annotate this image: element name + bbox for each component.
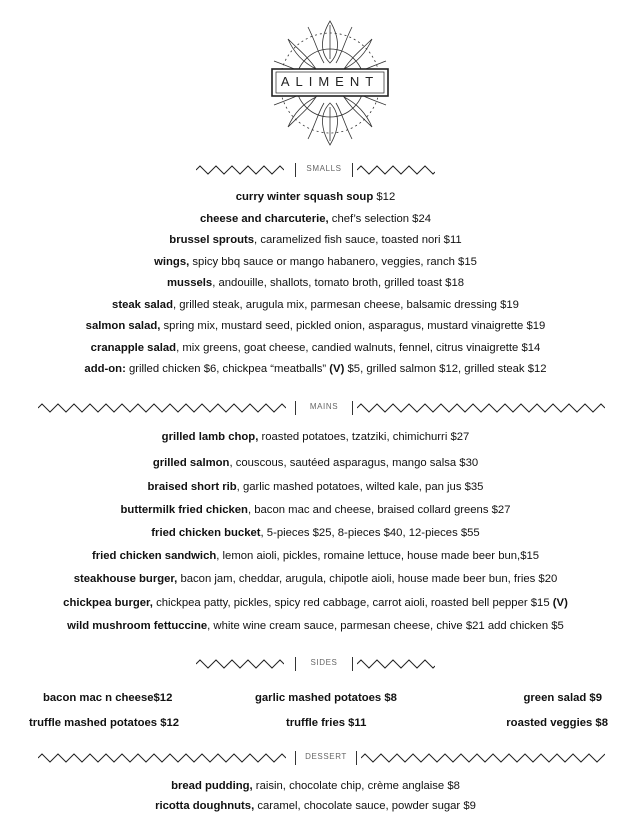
- menu-item: salmon salad, spring mix, mustard seed, pickled onion, asparagus, mustard vinaigrette $19: [85, 320, 546, 332]
- menu-item: curry winter squash soup $12: [235, 191, 396, 203]
- section-label-mains: MAINS: [309, 402, 339, 411]
- aliment-logo: [268, 16, 392, 150]
- wave-right-ornament: [357, 402, 605, 414]
- menu-item: steak salad, grilled steak, arugula mix, parmesan cheese, balsamic dressing $19: [112, 299, 519, 311]
- menu-item: buttermilk fried chicken, bacon mac and cheese, braised collard greens $27: [120, 504, 511, 516]
- dessert-divider: [0, 749, 631, 769]
- menu-item: fried chicken sandwich, lemon aioli, pickles, romaine lettuce, house made beer bun,$15: [91, 550, 540, 562]
- mains-divider: [0, 399, 631, 419]
- menu-item: grilled lamb chop, roasted potatoes, tzatziki, chimichurri $27: [161, 431, 470, 443]
- side-item: green salad $9: [523, 692, 602, 704]
- menu-item: cheese and charcuterie, chef’s selection $24: [199, 213, 432, 225]
- sides-divider: [0, 655, 631, 675]
- wave-right-ornament: [357, 164, 435, 176]
- wave-right-ornament: [361, 752, 605, 764]
- wave-left-ornament: [38, 752, 286, 764]
- brand-name: ALIMENT: [280, 74, 380, 89]
- menu-item: chickpea burger, chickpea patty, pickles, spicy red cabbage, carrot aioli, roasted bell pepper $15 (V): [63, 597, 568, 609]
- menu-item: wild mushroom fettuccine, white wine cream sauce, parmesan cheese, chive $21 add chicken $5: [67, 620, 564, 632]
- side-item: bacon mac n cheese$12: [43, 692, 173, 704]
- menu-item: brussel sprouts, caramelized fish sauce, toasted nori $11: [169, 234, 462, 246]
- menu-item: grilled salmon, couscous, sautéed asparagus, mango salsa $30: [152, 457, 479, 469]
- wave-left-ornament: [38, 402, 286, 414]
- wave-left-ornament: [196, 658, 284, 670]
- section-label-sides: SIDES: [310, 658, 338, 667]
- side-item: garlic mashed potatoes $8: [255, 692, 397, 704]
- section-label-smalls: SMALLS: [306, 164, 342, 173]
- menu-item: wings, spicy bbq sauce or mango habanero, veggies, ranch $15: [154, 256, 477, 268]
- menu-item: steakhouse burger, bacon jam, cheddar, arugula, chipotle aioli, house made beer bun, fries $20: [73, 573, 558, 585]
- menu-item: mussels, andouille, shallots, tomato broth, grilled toast $18: [166, 277, 465, 289]
- side-item: truffle fries $11: [286, 717, 367, 729]
- smalls-divider: [0, 161, 631, 181]
- menu-item: ricotta doughnuts, caramel, chocolate sauce, powder sugar $9: [155, 800, 476, 812]
- menu-item: cranapple salad, mix greens, goat cheese, candied walnuts, fennel, citrus vinaigrette $14: [90, 342, 541, 354]
- side-item: roasted veggies $8: [506, 717, 608, 729]
- menu-item: fried chicken bucket, 5-pieces $25, 8-pieces $40, 12-pieces $55: [151, 527, 480, 539]
- wave-left-ornament: [196, 164, 284, 176]
- section-label-dessert: DESSERT: [305, 752, 347, 761]
- wave-right-ornament: [357, 658, 435, 670]
- add-on-line: add-on: grilled chicken $6, chickpea “meatballs” (V) $5, grilled salmon $12, grilled steak $12: [84, 363, 547, 375]
- menu-item: bread pudding, raisin, chocolate chip, crème anglaise $8: [171, 780, 460, 792]
- menu-item: braised short rib, garlic mashed potatoes, wilted kale, pan jus $35: [147, 481, 484, 493]
- side-item: truffle mashed potatoes $12: [29, 717, 180, 729]
